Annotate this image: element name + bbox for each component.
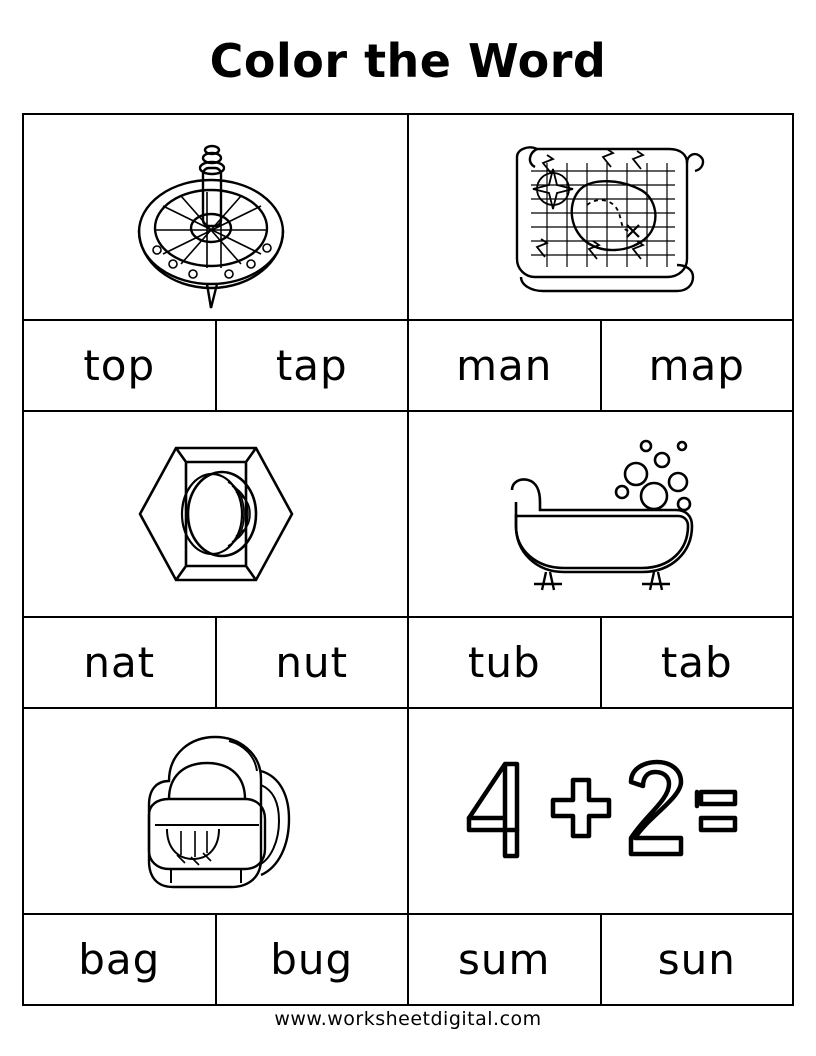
treasure-map-illustration xyxy=(409,115,794,321)
picture-row xyxy=(24,709,794,915)
worksheet-grid xyxy=(22,113,794,1006)
picture-row xyxy=(24,115,794,321)
backpack-illustration xyxy=(24,709,409,915)
word-row xyxy=(24,321,794,412)
word-option[interactable]: nat xyxy=(24,618,217,709)
word-option[interactable]: nut xyxy=(217,618,410,709)
word-option[interactable]: bag xyxy=(24,915,217,1006)
spinning-top-illustration xyxy=(24,115,409,321)
word-row xyxy=(24,618,794,709)
hex-nut-illustration xyxy=(24,412,409,618)
word-option[interactable]: sum xyxy=(409,915,602,1006)
word-option[interactable]: tab xyxy=(602,618,795,709)
word-option[interactable]: tap xyxy=(217,321,410,412)
sum-equation-illustration xyxy=(409,709,794,915)
word-row xyxy=(24,915,794,1006)
bathtub-illustration xyxy=(409,412,794,618)
word-option[interactable]: tub xyxy=(409,618,602,709)
word-option[interactable]: map xyxy=(602,321,795,412)
word-option[interactable]: top xyxy=(24,321,217,412)
page-title: Color the Word xyxy=(209,34,607,88)
picture-row xyxy=(24,412,794,618)
word-option[interactable]: sun xyxy=(602,915,795,1006)
footer-website: www.worksheetdigital.com xyxy=(274,1008,542,1030)
word-option[interactable]: man xyxy=(409,321,602,412)
word-option[interactable]: bug xyxy=(217,915,410,1006)
